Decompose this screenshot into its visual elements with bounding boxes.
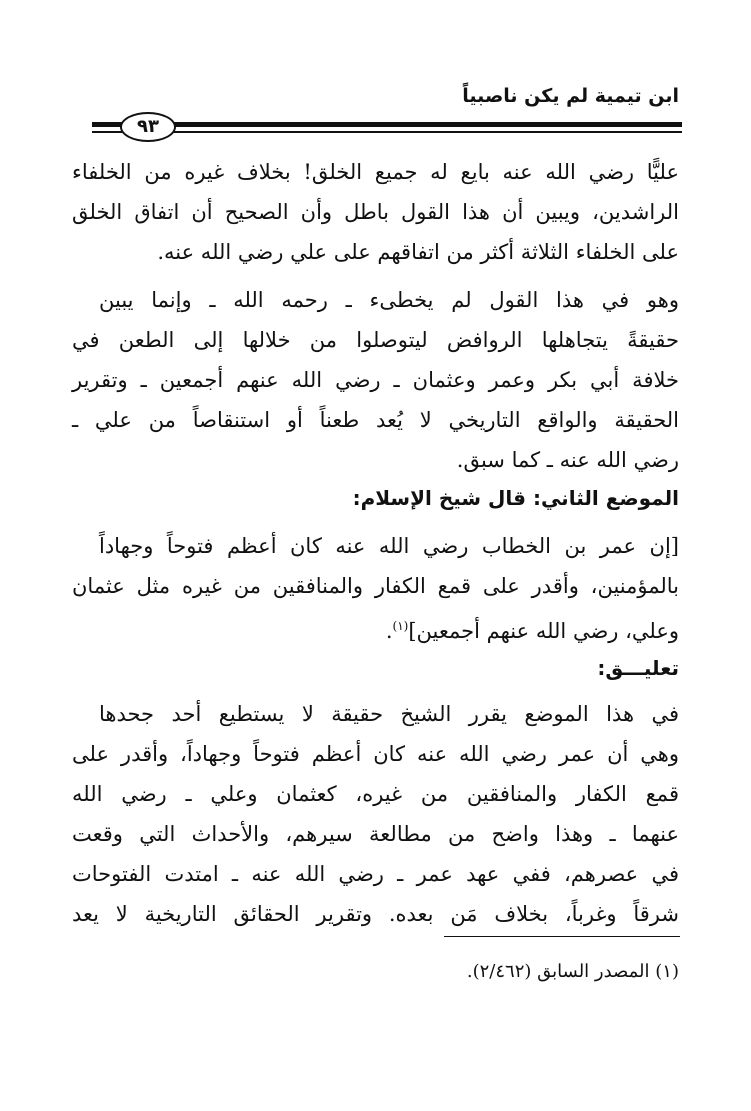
para2-line-3: خلافة أبي بكر وعمر وعثمان ـ رضي الله عنهم أجمعين ـ وتقرير [72, 368, 679, 392]
para2-line-4: الحقيقة والواقع التاريخي لا يُعد طعناً أو استنقاصاً من علي ـ [72, 408, 679, 432]
comment-line-3: قمع الكفار والمنافقين من غيره، كعثمان وعلي ـ رضي الله [72, 782, 679, 806]
section-heading: الموضع الثاني: قال شيخ الإسلام: [352, 486, 679, 510]
para2-line-2: حقيقةً يتجاهلها الروافض ليتوصلوا من خلالها إلى الطعن في [72, 328, 679, 352]
comment-heading: تعليـــق: [597, 656, 679, 680]
footnote: (١) المصدر السابق (٢/٤٦٢). [466, 961, 679, 982]
header-rule-left-thin [96, 131, 124, 133]
comment-line-5: في عصرهم، ففي عهد عمر ـ رضي الله عنه ـ امتدت الفتوحات [72, 862, 679, 886]
quote-line-3-period: . [385, 619, 393, 643]
comment-line-6: شرقاً وغرباً، بخلاف مَن بعده. وتقرير الحقائق التاريخية لا يعد [72, 902, 679, 926]
running-title: ابن تيمية لم يكن ناصبياً [462, 85, 679, 107]
quote-line-2: بالمؤمنين، وأقدر على قمع الكفار والمنافقين من غيره مثل عثمان [72, 574, 679, 598]
quote-line-3-text: وعلي، رضي الله عنهم أجمعين] [408, 619, 679, 643]
comment-line-4: عنهما ـ وهذا واضح من مطالعة سيرهم، والأحداث التي وقعت [72, 822, 679, 846]
comment-line-2: وهي أن عمر رضي الله عنه كان أعظم فتوحاً وجهاداً، وأقدر على [72, 742, 679, 766]
para1-line-2: الراشدين، ويبين أن هذا القول باطل وأن الصحيح أن اتفاق الخلق [72, 200, 679, 224]
quote-line-1: [إن عمر بن الخطاب رضي الله عنه كان أعظم فتوحاً وجهاداً [99, 534, 679, 558]
para1-line-3: على الخلفاء الثلاثة أكثر من اتفاقهم على علي رضي الله عنه. [157, 240, 679, 264]
para1-line-1: عليًّا رضي الله عنه بايع له جميع الخلق! بخلاف غيره من الخلفاء [72, 160, 679, 184]
page-number: ٩٣ [120, 112, 176, 142]
header-rule-thick [92, 122, 682, 127]
footnote-ref: (١) [392, 619, 409, 633]
footnote-divider [444, 936, 680, 937]
para2-line-5: رضي الله عنه ـ كما سبق. [456, 448, 679, 472]
para2-line-1: وهو في هذا القول لم يخطىء ـ رحمه الله ـ وإنما يبين [99, 288, 679, 312]
comment-line-1: في هذا الموضع يقرر الشيخ حقيقة لا يستطيع أحد جحدها [99, 702, 679, 726]
header-rule-thin [92, 131, 682, 133]
quote-line-3 [72, 606, 679, 651]
